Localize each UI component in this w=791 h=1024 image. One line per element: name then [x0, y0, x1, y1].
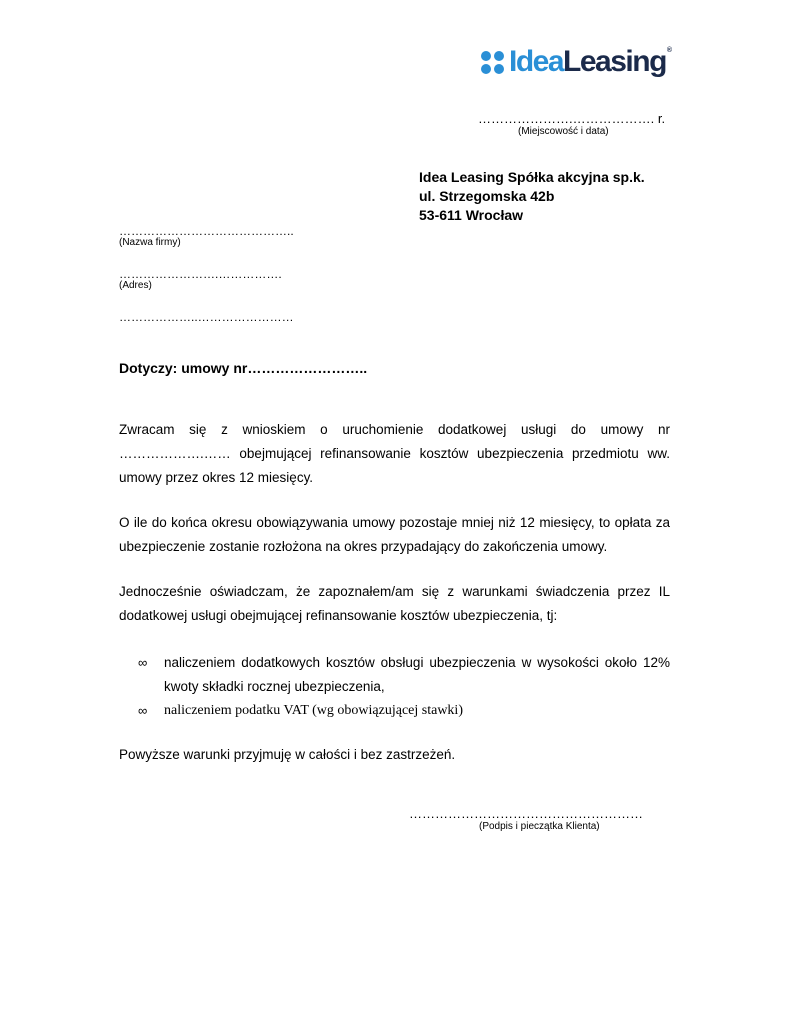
company-name-field: ……………………………………..	[119, 224, 294, 238]
place-date-field: ………………….………………. r.	[478, 111, 666, 126]
paragraph-acceptance: Powyższe warunki przyjmuję w całości i bez zastrzeżeń.	[119, 747, 456, 762]
signature-label: (Podpis i pieczątka Klienta)	[479, 821, 600, 832]
paragraph-fee: O ile do końca okresu obowiązywania umowy pozostaje mniej niż 12 miesięcy, to opłata za ubezpieczenie zostanie rozłożona na okres przypadający do zakończenia umowy.	[119, 515, 670, 554]
company-name-label: (Nazwa firmy)	[119, 237, 181, 248]
conditions-list	[138, 651, 670, 723]
address-field: …………………….…………….	[119, 267, 282, 281]
bullet-icon: ∞	[138, 703, 148, 718]
bullet-icon: ∞	[138, 655, 148, 670]
list-item: ∞ naliczeniem podatku VAT (wg obowiązującej stawki)	[138, 699, 670, 723]
company-logo	[481, 44, 671, 80]
recipient-city: 53-611 Wrocław	[419, 207, 524, 223]
address-line2-field: ………………..……………………	[119, 310, 294, 324]
list-item: ∞ naliczeniem dodatkowych kosztów obsługi ubezpieczenia w wysokości około 12% kwoty składki rocznej ubezpieczenia,	[138, 651, 670, 699]
signature-field: ………………………………………………	[409, 806, 643, 821]
paragraph-declaration: Jednocześnie oświadczam, że zapoznałem/am się z warunkami świadczenia przez IL dodatkowej usługi obejmującej refinansowanie kosztów ubezpieczenia, tj:	[119, 584, 670, 623]
paragraph-request: Zwracam się z wnioskiem o uruchomienie dodatkowej usługi do umowy nr ……………….…… obejmującej refinansowanie kosztów ubezpieczenia przedmiotu ww. umowy przez okres 12 miesięcy.	[119, 422, 670, 485]
recipient-street: ul. Strzegomska 42b	[419, 188, 555, 204]
address-label: (Adres)	[119, 280, 152, 291]
recipient-name: Idea Leasing Spółka akcyjna sp.k.	[419, 169, 645, 185]
logo-dots-icon	[481, 51, 504, 74]
recipient-address	[419, 168, 645, 225]
place-date-label: (Miejscowość i data)	[518, 126, 609, 137]
logo-wordmark: IdeaLeasing®	[509, 45, 671, 78]
subject-line: Dotyczy: umowy nr……………………..	[119, 360, 368, 376]
